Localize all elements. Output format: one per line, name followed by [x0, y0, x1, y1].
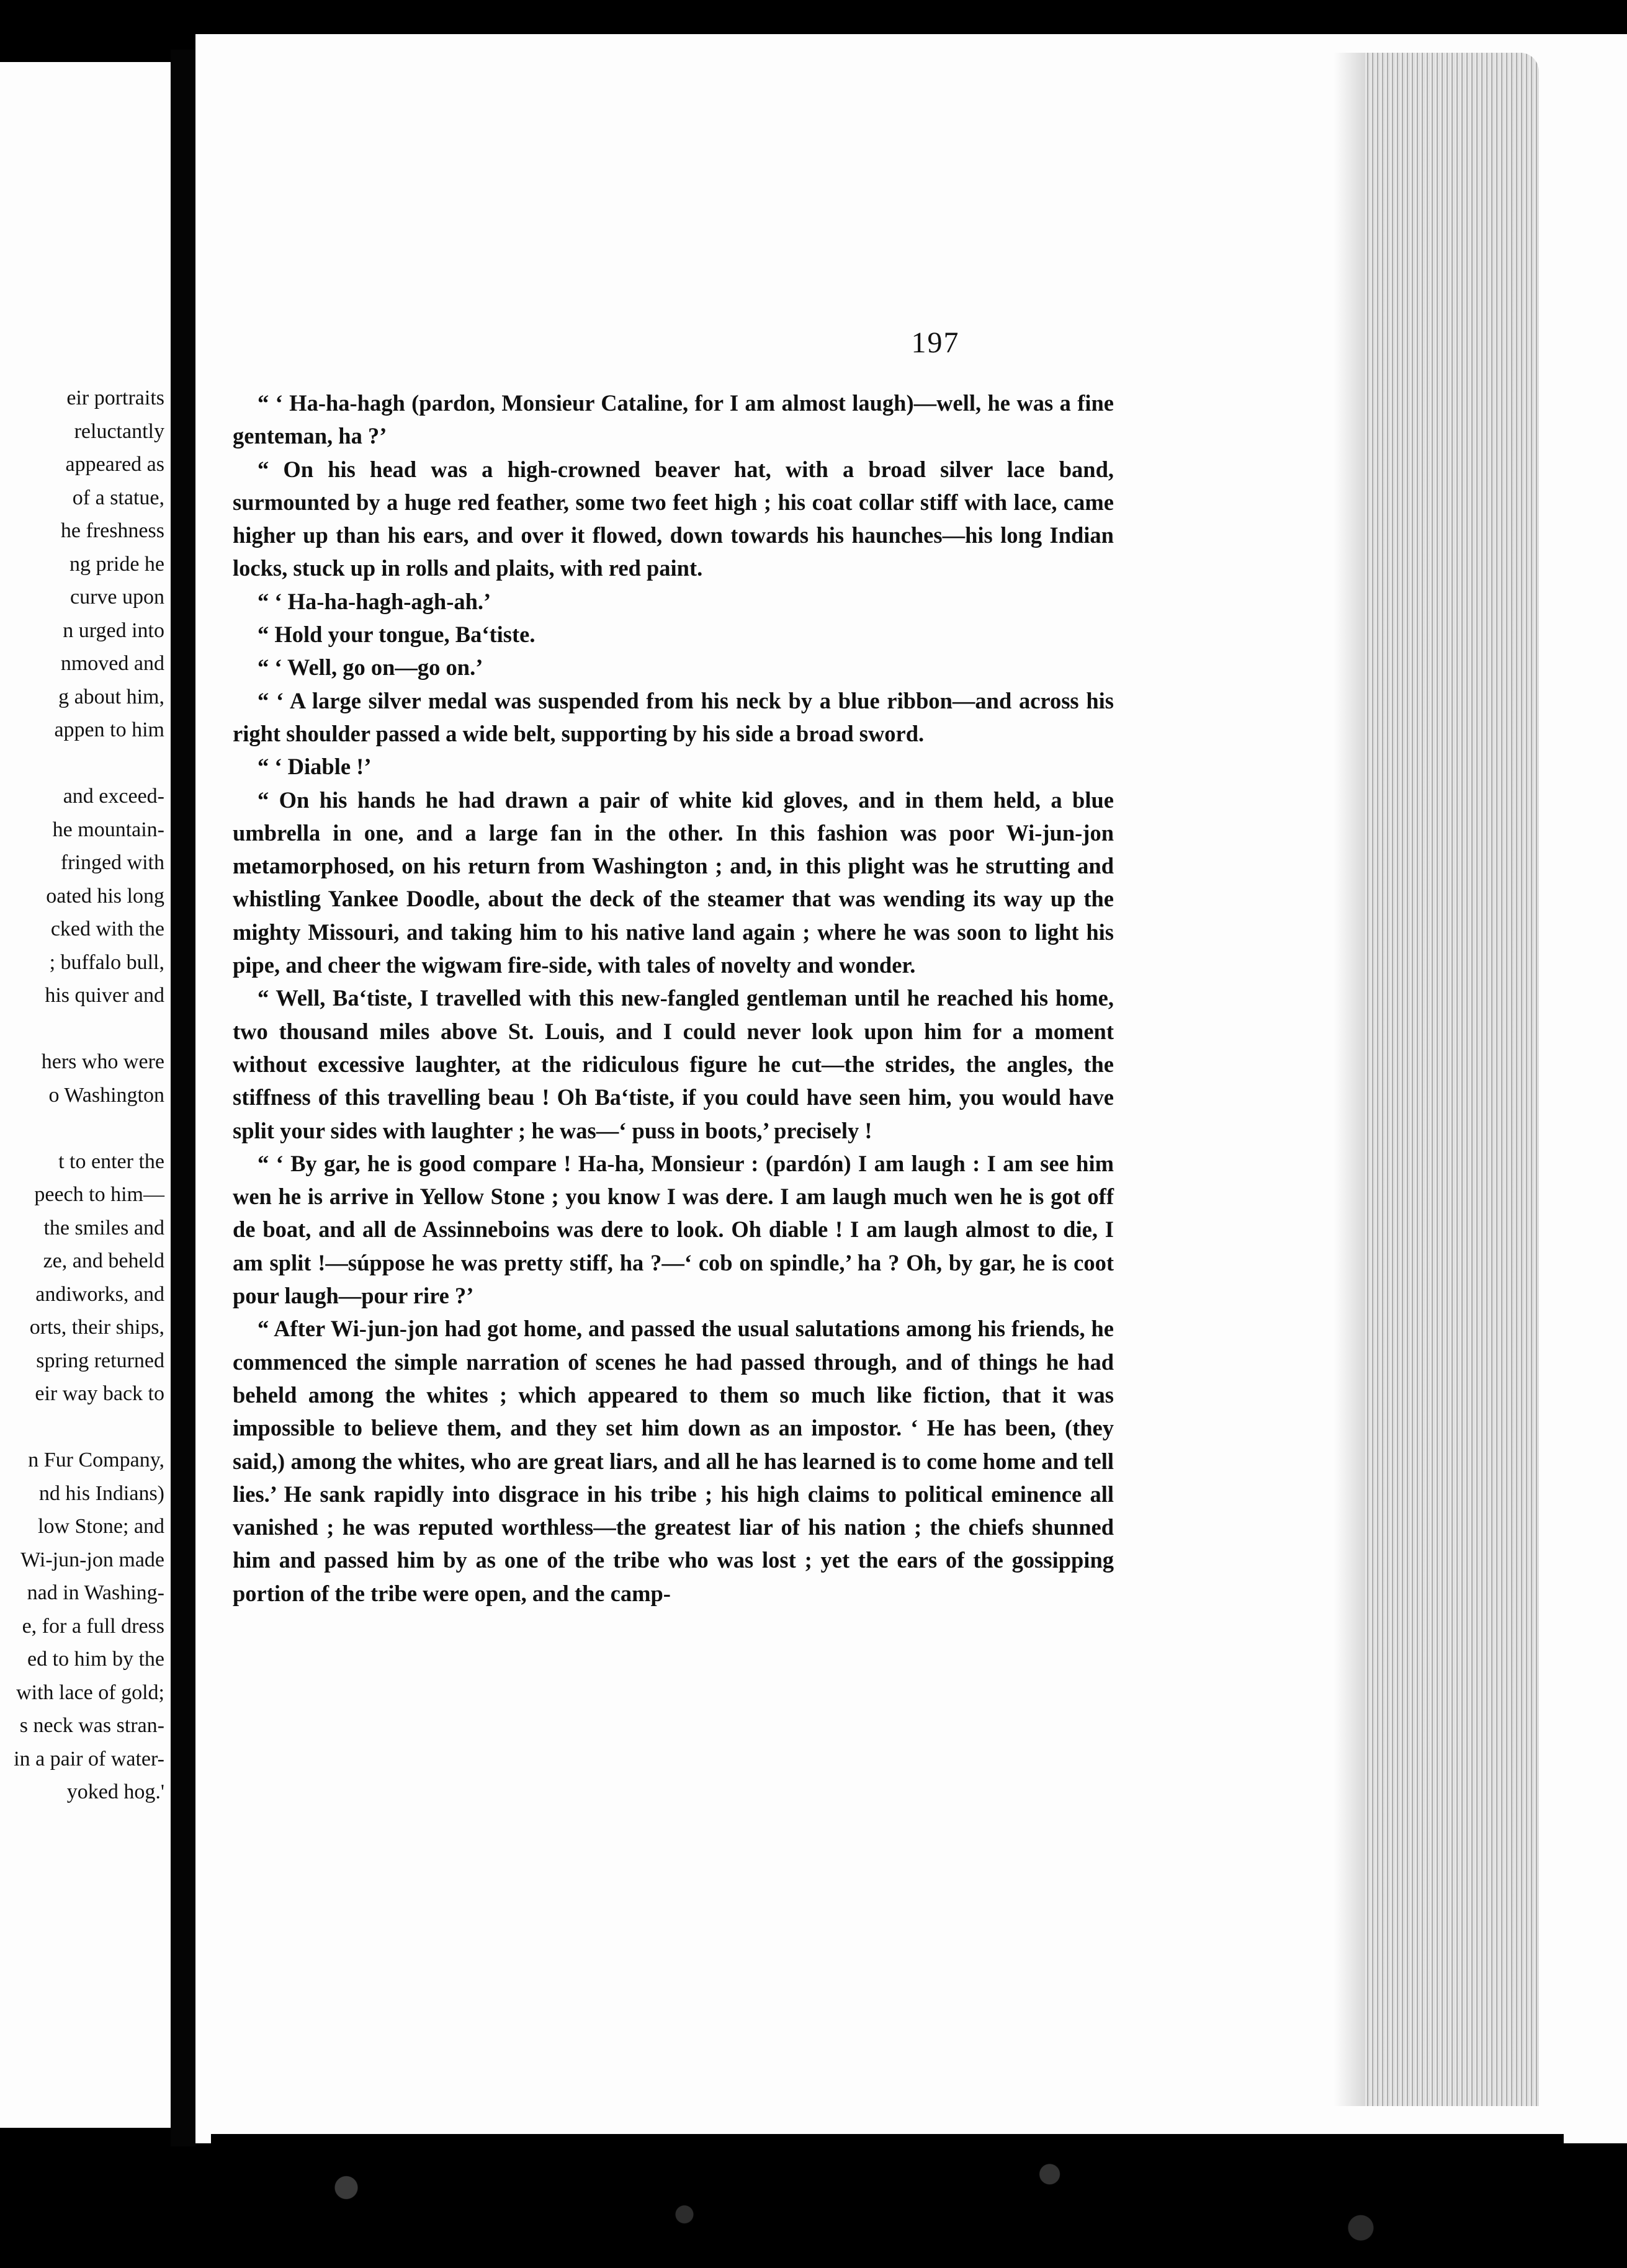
- paragraph: “ ‘ Diable !’: [258, 754, 372, 780]
- paragraph: “ ‘ Well, go on—go on.’: [258, 654, 483, 681]
- paragraph: “ Well, Ba‘tiste, I travelled with this new-fangled gentleman until he reached his home, two thousand miles above St. Louis, and I could never look upon him for a moment without excessive laughter, at the ridiculous figure he cut—the strides, the angles, the stiffness of this travelling beau ! Oh Ba‘tiste, if you could have seen him, you would have split your sides with laughter ; he was—‘ puss in boots,’ precisely !: [233, 985, 1114, 1143]
- left-page: [0, 62, 171, 2128]
- paragraph: “ On his hands he had drawn a pair of white kid gloves, and in them held, a blue umbrella in one, and a large fan in the other. In this fashion was poor Wi-jun-jon metamorphosed, on his return from Washington ; and, in this plight was he strutting and whistling Yankee Doodle, about the deck of the steamer that was wending its way up the mighty Missouri, and taking him to his native land again ; where he was soon to light his pipe, and cheer the wigwam fire-side, with tales of novelty and wonder.: [233, 787, 1114, 978]
- left-page-line: ze, and beheld: [43, 1249, 164, 1272]
- left-page-line: spring returned: [36, 1349, 164, 1372]
- left-page-line: he freshness: [60, 519, 164, 542]
- left-page-line: hers who were: [41, 1050, 164, 1073]
- left-page-line: [14, 747, 164, 780]
- left-page-line: n Fur Company,: [28, 1449, 164, 1471]
- paragraph: “ ‘ Ha-ha-hagh-agh-ah.’: [258, 588, 491, 614]
- left-page-line: nd his Indians): [38, 1481, 164, 1505]
- left-page-line: fringed with: [60, 851, 164, 874]
- left-page-line: n urged into: [63, 618, 164, 642]
- left-page-line: s neck was stran-: [19, 1714, 164, 1737]
- left-page-line: and exceed-: [63, 785, 164, 808]
- book-page-edges: [1365, 53, 1539, 2106]
- left-page-line: nmoved and: [60, 652, 164, 675]
- left-page-line: peech to him—: [34, 1183, 164, 1206]
- paragraph: “ ‘ By gar, he is good compare ! Ha-ha, Monsieur : (pardón) I am laugh : I am see him wen he is arrive in Yellow Stone ; you know I was dere. I am laugh much wen he is got off de boat, and all de Assinneboins was dere to look. Oh diable ! I am laugh almost to die, I am split !—súppose he was pretty stiff, ha ?—‘ cob on spindle,’ ha ? Oh, by gar, he is coot pour laugh—pour rire ?’: [233, 1150, 1114, 1309]
- left-page-line: he mountain-: [52, 818, 164, 841]
- left-page-line: appen to him: [54, 718, 164, 741]
- body-text: [233, 386, 1114, 1610]
- left-page-line: andiworks, and: [35, 1282, 164, 1306]
- left-page-line: curve upon: [69, 586, 164, 609]
- left-page-line: ; buffalo bull,: [49, 950, 164, 974]
- left-page-line: oated his long: [46, 884, 164, 908]
- left-page-line: g about him,: [58, 685, 164, 708]
- left-page-line: eir portraits: [66, 386, 164, 409]
- paragraph: “ ‘ A large silver medal was suspended from his neck by a blue ribbon—and across his right shoulder passed a wide belt, supporting by his side a broad sword.: [233, 687, 1114, 746]
- paragraph: “ On his head was a high-crowned beaver hat, with a broad silver lace band, surmounted by a huge red feather, some two feet high ; his coat collar stiff with lace, came higher up than his ears, and over it flowed, down towards his haunches—his long Indian locks, stuck up in rolls and plaits, with red paint.: [233, 456, 1114, 581]
- left-page-line: orts, their ships,: [29, 1316, 164, 1339]
- page-edge-shadow: [1334, 53, 1365, 2106]
- paragraph: “ Hold your tongue, Ba‘tiste.: [258, 622, 536, 648]
- left-page-line: ng pride he: [69, 552, 164, 576]
- left-page-line: reluctantly: [74, 419, 164, 443]
- paragraph: “ After Wi-jun-jon had got home, and passed the usual salutations among his friends, he commenced the simple narration of scenes he had passed through, and of things he had beheld among the whites ; which appeared to them so much like fiction, that it was impossible to believe them, and they set him down as an impostor. ‘ He has been, (they said,) among the whites, who are great liars, and all he has learned is to come home and tell lies.’ He sank rapidly into disgrace in his tribe ; his high claims to political eminence all vanished ; he was reputed worthless—the greatest liar of his nation ; the chiefs shunned him and passed him by as one of the tribe who was lost ; yet the ears of the gossipping portion of the tribe were open, and the camp-: [233, 1316, 1114, 1606]
- left-page-line: t to enter the: [58, 1150, 164, 1173]
- left-page-line: appeared as: [65, 453, 164, 476]
- left-page-line: low Stone; and: [38, 1515, 164, 1538]
- left-page-line: yoked hog.': [66, 1780, 164, 1803]
- paragraph: “ ‘ Ha-ha-hagh (pardon, Monsieur Cataline, for I am almost laugh)—well, he was a fine genteman, ha ?’: [233, 390, 1114, 449]
- left-page-line: ed to him by the: [27, 1648, 164, 1671]
- left-page-line: cked with the: [50, 917, 164, 940]
- left-page-line: nad in Washing-: [27, 1581, 164, 1604]
- left-page-text-fragments: [14, 382, 164, 1809]
- scan-background-debris: [211, 2134, 1564, 2268]
- left-page-line: with lace of gold;: [16, 1681, 164, 1704]
- left-page-line: eir way back to: [35, 1382, 164, 1405]
- left-page-line: e, for a full dress: [22, 1614, 164, 1638]
- book-gutter: [171, 50, 195, 2146]
- left-page-line: Wi-jun-jon made: [20, 1548, 164, 1571]
- page-number: 197: [911, 326, 960, 359]
- left-page-line: his quiver and: [45, 984, 164, 1007]
- left-page-line: in a pair of water-: [14, 1747, 164, 1770]
- left-page-line: [14, 1112, 164, 1145]
- left-page-line: [14, 1411, 164, 1444]
- left-page-line: of a statue,: [72, 486, 164, 509]
- left-page-line: [14, 1012, 164, 1046]
- left-page-line: the smiles and: [43, 1216, 164, 1239]
- left-page-line: o Washington: [48, 1083, 164, 1107]
